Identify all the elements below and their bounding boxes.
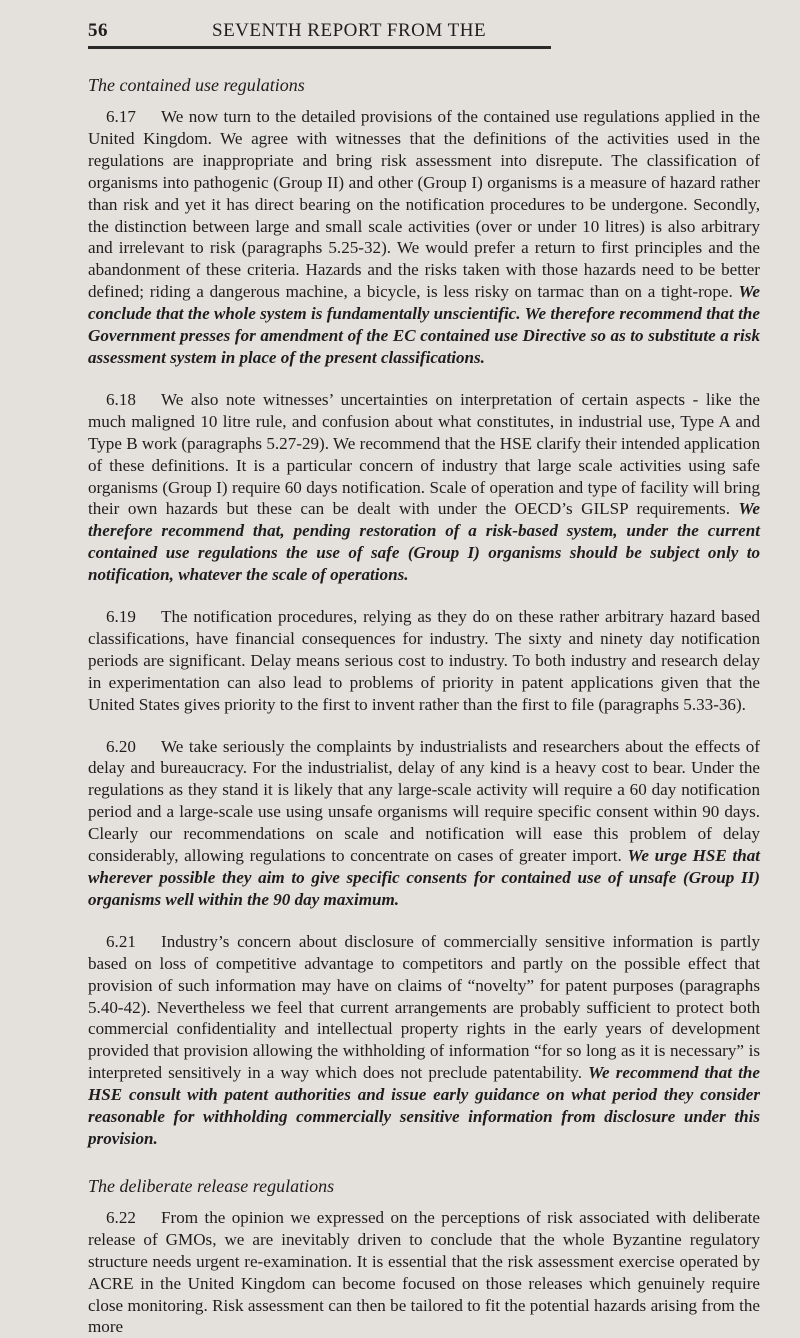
recommendation-text: We recommend that the HSE consult with patent authorities and issue early guidance on what period they consider reasonable for withholding commercially sensitive information from disclosure under this provision. xyxy=(88,1063,761,1148)
recommendation-text: We therefore recommend that, pending restoration of a risk-based system, under the current contained use regulations the use of safe (Group I) organisms should be subject only to notification, whatever the scale of operations. xyxy=(88,499,760,585)
running-title: SEVENTH REPORT FROM THE xyxy=(212,20,487,41)
paragraph-number: 6.17 xyxy=(106,107,136,126)
paragraph-text: The notification procedures, relying as they do on these rather arbitrary hazard based classifications, have financial consequences for industry. The sixty and ninety day notification periods are significant. Delay means serious cost to industry. To both industry and research delay in experimentation can also lead to problems of priority in patent applications given that the United States gives priority to the first to invent rather than the first to file (paragraphs 5.33-36). xyxy=(88,607,760,714)
paragraph-number: 6.21 xyxy=(106,931,136,951)
paragraph-text: We also note witnesses’ uncertainties on interpretation of certain aspects - like the much maligned 10 litre rule, and confusion about what constitutes, in industrial use, Type A and Type B work (paragraphs 5.27-29). We recommend that the HSE clarify their intended application of these definitions. It is a particular concern of industry that large scale activities using safe organisms (Group I) require 60 days notification. Scale of operation and type of facility will bring their own hazards but these can be dealt with under the OECD’s GILSP requirements. xyxy=(88,389,760,519)
paragraph-number: 6.20 xyxy=(106,736,136,756)
paragraph-text: We take seriously the complaints by industrialists and researchers about the effects of delay and bureaucracy. For the industrialist, delay of any kind is a heavy cost to bear. Under the regulations as they stand it is likely that any large-scale activity will require a 60 day notification period and a large-scale use using unsafe organisms will require specific consent within 90 days. Clearly our recommendations on scale and notification will ease this problem of delay considerably, allowing regulations to concentrate on cases of greater import. xyxy=(88,736,760,866)
section-title-contained-use: The contained use regulations xyxy=(88,75,305,95)
paragraph-number: 6.19 xyxy=(106,607,136,627)
recommendation-text: We conclude that the whole system is fundamentally unscientific. We therefore recommend that the Government presses for amendment of the EC contained use Directive so as to substitute a risk assessment system in place of the present classifications. xyxy=(88,282,761,367)
paragraph-6-20 xyxy=(88,736,760,911)
page-header xyxy=(88,20,760,42)
recommendation-text: We urge HSE that wherever possible they aim to give specific consents for contained use of unsafe (Group II) organisms well within the 90 day maximum. xyxy=(88,846,761,909)
page-number: 56 xyxy=(88,20,108,41)
section-title-deliberate-release: The deliberate release regulations xyxy=(88,1175,335,1196)
paragraph-number: 6.18 xyxy=(106,389,136,409)
paragraph-number: 6.22 xyxy=(106,1207,136,1227)
paragraph-text: We now turn to the detailed provisions of the contained use regulations applied in the United Kingdom. We agree with witnesses that the definitions of the activities used in the regulations are inappropriate and bring risk assessment into disrepute. The classification of organisms into pathogenic (Group II) and other (Group I) organisms is a measure of hazard rather than risk and yet it has direct bearing on the notification procedures to be undergone. Secondly, the distinction between large and small scale activities (over or under 10 litres) is also arbitrary and irrelevant to risk (paragraphs 5.25-32). We would prefer a return to first principles and the abandonment of these criteria. Hazards and the risks taken with those hazards need to be better defined; riding a dangerous machine, a bicycle, is less risky on tarmac than on a tight-rope. xyxy=(88,107,760,302)
paragraph-6-18 xyxy=(88,389,760,586)
paragraph-6-19 xyxy=(88,606,760,716)
header-rule xyxy=(88,46,551,49)
paragraph-text: Industry’s concern about disclosure of commercially sensitive information is partly based on loss of competitive advantage to competitors and partly on the possible effect that provision of such information may have on claims of “novelty” for patent purposes (paragraphs 5.40-42). Nevertheless we feel that current arrangements are probably sufficient to protect both commercial confidentiality and intellectual property rights in the early years of development provided that provision allowing the withholding of information “for so long as it is necessary” is interpreted sensitively in a way which does not preclude patentability. xyxy=(88,931,760,1083)
paragraph-6-21 xyxy=(88,931,760,1150)
paragraph-6-17 xyxy=(88,106,760,369)
paragraph-text: From the opinion we expressed on the perceptions of risk associated with deliberate release of GMOs, we are inevitably driven to conclude that the whole Byzantine regulatory structure needs urgent re-examination. It is essential that the risk assessment exercise operated by ACRE in the United Kingdom can become focused on those releases which genuinely require close monitoring. Risk assessment can then be tailored to fit the potential hazards arising from the more xyxy=(88,1207,760,1337)
paragraph-6-22 xyxy=(88,1207,760,1338)
